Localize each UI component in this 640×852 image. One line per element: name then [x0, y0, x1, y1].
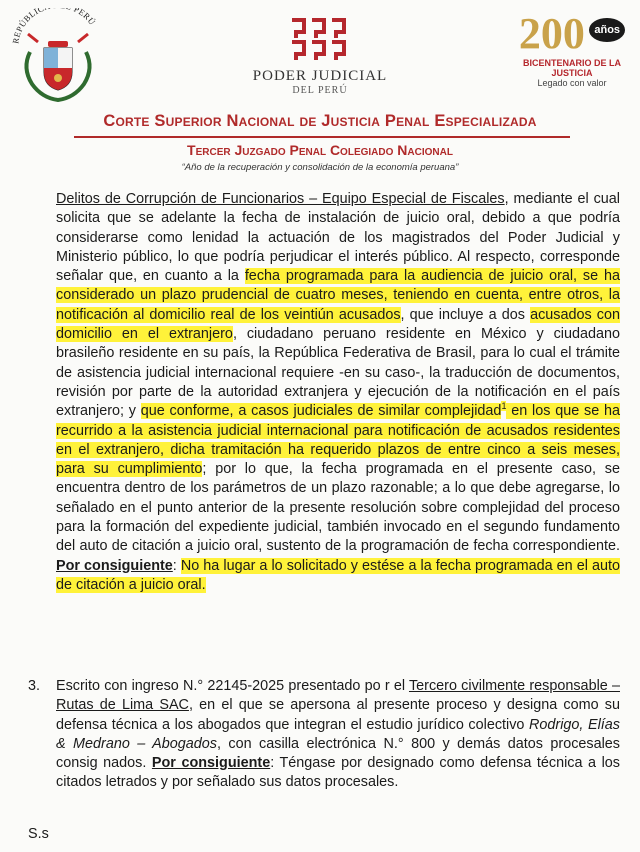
title-divider — [74, 136, 570, 138]
court-title: Corte Superior Nacional de Justicia Penal Especializada — [103, 112, 537, 130]
closing-signature: S.s — [28, 826, 49, 842]
party-name: Tercero civilmente responsable – Rutas de Lima SAC — [56, 678, 620, 714]
peru-coat-of-arms-logo — [8, 8, 108, 108]
court-chamber-title: Tercer Juzgado Penal Colegiado Nacional — [187, 142, 453, 158]
highlighted-text: en los que se ha recurrido a la asistencia judicial internacional para notificación de acusados residentes en el extranjero, dicha tramitación ha requerido plazos de entre cinco a seis meses, para su cumplimiento — [56, 403, 621, 478]
item-text: , con casilla electrónica N.° 800 y demás datos procesales consig nados. — [56, 735, 620, 772]
poder-judicial-name: PODER JUDICIAL — [252, 68, 388, 84]
conclusion-label: Por consiguiente — [56, 557, 173, 574]
paragraph-text: , ciudadano peruano residente en México y ciudadano brasileño residente en su país, la República Federativa de Brasil, para lo cual el trámite de asistencia judicial internacional requiere -en su caso-, la traducción de documentos, revisión por parte de la autoridad extranjera y ejecución de la notificación en el país extranjero; y — [56, 326, 620, 420]
bicentenario-anos-badge: años — [589, 18, 625, 42]
item-text: : Téngase por designado como defensa técnica a los citados letrados y por señalado sus datos procesales. — [56, 755, 620, 791]
highlighted-text: acusados con domicilio en el extranjero — [56, 306, 620, 343]
ruling-text: No ha lugar a lo solicitado y estése a la fecha programada en el auto de citación a juicio oral. — [56, 557, 620, 593]
poder-judicial-logo — [240, 16, 400, 96]
bicentenario-number: 200 — [518, 9, 585, 58]
poder-judicial-emblem-icon — [288, 16, 352, 64]
resolution-paragraph — [56, 190, 620, 595]
bicentenario-logo — [508, 9, 636, 88]
paragraph-text: , que incluye a dos — [400, 306, 531, 323]
paragraph-text: , mediante el cual solicita que se adelante la fecha de instalación de juicio oral, debido a que podría considerarse como lenidad la actuación de los magistrados del Poder Judicial y Ministerio público, lo que podría perjudicar el interés público. Al respecto, corresponde señalar que, en cuanto a la — [56, 191, 620, 285]
item-text: Escrito con ingreso N.° 22145-2025 presentado po r el — [56, 678, 409, 694]
crime-type-text: Delitos de Corrupción de Funcionarios – Equipo Especial de Fiscales — [56, 191, 505, 207]
poder-judicial-subtitle: DEL PERÚ — [292, 85, 348, 96]
law-firm-name: Rodrigo, Elías & Medrano – Abogados — [56, 716, 621, 752]
item-text: , en el que se apersona al presente proceso y designa como su defensa técnica a los abogados que integran el estudio jurídico colectivo — [56, 697, 621, 733]
year-motto: “Año de la recuperación y consolidación de la economía peruana” — [181, 162, 459, 173]
letterhead — [0, 0, 640, 112]
bicentenario-tagline: Legado con valor — [537, 78, 607, 88]
footnote-marker[interactable]: 1 — [501, 401, 507, 412]
highlighted-text: fecha programada para la audiencia de juicio oral, se ha considerado un plazo prudencial de cuatro meses, teniendo en cuenta, entre otros, la notificación al domicilio real de los veintiún acusados — [56, 268, 620, 323]
conclusion-label: Por consiguiente — [151, 755, 271, 772]
list-item-number: 3. — [28, 678, 41, 694]
bicentenario-title: BICENTENARIO DE LA JUSTICIA — [522, 58, 621, 78]
svg-text:REPÚBLICA DEL PERÚ: REPÚBLIC PERÚ — [10, 8, 98, 45]
highlighted-text: que conforme, a casos judiciales de similar complejidad — [140, 403, 502, 420]
list-item-3 — [28, 677, 620, 793]
paragraph-text: ; por lo que, la fecha programada en el presente caso, se encuentra dentro de los parámetros de un plazo razonable; a lo que debe agregarse, lo señalado en el punto anterior de la presente resolución sobre complejidad del proceso para la formación del expediente judicial, también invocado en el segundo fundamento del auto de citación a juicio oral, sustento de la programación de fecha correspondiente. — [56, 461, 620, 555]
paragraph-text: : — [172, 557, 181, 574]
